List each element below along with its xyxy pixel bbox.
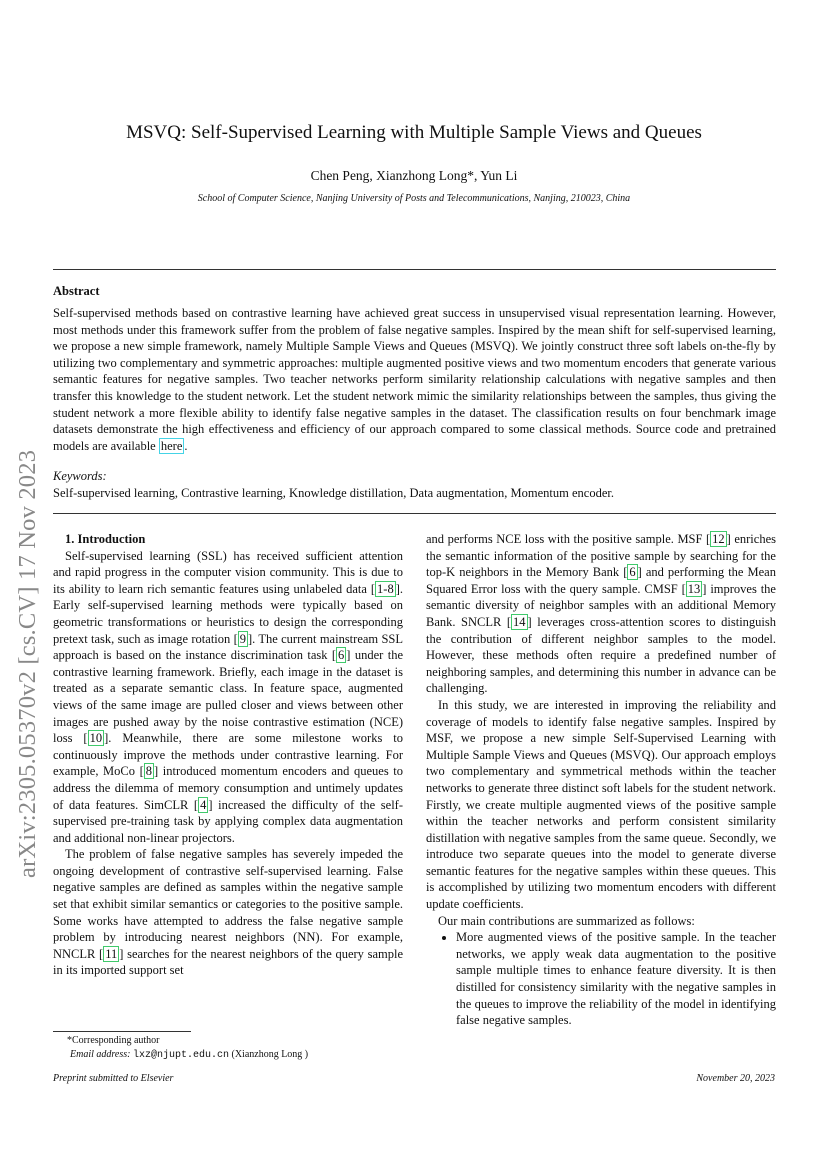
citation-link[interactable]: 6 (629, 565, 636, 580)
left-column (53, 531, 403, 979)
intro-paragraph-1: Self-supervised learning (SSL) has received sufficient attention and rapid progress in the computer vision community. This is due to its ability to learn rich semantic features using unlabeled data [ 1-8 ]. Early self-supervised learning methods were typically based on geometric transformations or heuristics to design the corresponding pretext task, such as image rotation [ 9 ]. The current mainstream SSL approach is based on the instance discrimination task [ 6 ] under the contrastive learning framework. Briefly, each image in the dataset is treated as a separate semantic class. In feature space, augmented views of the same image are pulled closer and views between other images are pushed away by the noise contrastive estimation (NCE) loss [ 10 ]. Meanwhile, there are some milestone works to continuously improve the methods under contrastive learning. For example, MoCo [ 8 ] introduced momentum encoders and queues to address the dilemma of memory consumption and untimely updates of data features. SimCLR [ 4 ] increased the difficulty of the self-supervised pre-training task by applying complex data augmentation and additional non-linear projectors. (53, 548, 403, 845)
citation-link[interactable]: 10 (89, 731, 103, 746)
abstract-end: . (184, 438, 188, 453)
citation-link[interactable]: 6 (338, 648, 345, 663)
abstract-text (53, 305, 776, 454)
footnote-email (70, 1049, 308, 1061)
affiliation: School of Computer Science, Nanjing University of Posts and Telecommunications, Nanjing, 210023, China (197, 193, 631, 204)
intro-paragraph-4: In this study, we are interested in improving the reliability and coverage of models to identify false negative samples. Inspired by MSF, we propose a new simple Self-Supervised Learning with Multiple Sample Views and Queues (MSVQ). Our approach employs two complementary and symmetrical methods within the teacher networks to generate three distinct soft labels for the student network. Firstly, we create multiple augmented views of the positive sample within the teacher networks and perform consistent similarity distillation with negative samples from the same queue. Secondly, we introduce two separate queues into the model to generate diverse semantic features for the negative samples within these queues. This is accomplished by utilizing two momentum encoders with different update coefficients. (426, 697, 776, 912)
authors: Chen Peng, Xianzhong Long*, Yun Li (310, 168, 518, 183)
intro-paragraph-5: Our main contributions are summarized as follows: (438, 913, 695, 928)
email-owner: (Xianzhong Long ) (231, 1049, 309, 1060)
right-column (426, 531, 776, 1029)
footer-journal: Preprint submitted to Elsevier (53, 1073, 174, 1084)
keywords-label: Keywords: (53, 469, 107, 483)
top-rule (53, 269, 776, 270)
email-address: lxz@njupt.edu.cn (132, 1050, 229, 1061)
keywords-text: Self-supervised learning, Contrastive learning, Knowledge distillation, Data augmentation, Momentum encoder. (53, 486, 614, 500)
list-item: • More augmented views of the positive sample. In the teacher networks, we apply weak data augmentation to the positive sample multiple times to enhance feature diversity. It is then distilled for consistency similarity with the negative samples in the queues to improve the reliability of the model in identifying false negative samples. (456, 929, 776, 1029)
citation-link[interactable]: 11 (105, 946, 118, 961)
intro-paragraph-3: and performs NCE loss with the positive sample. MSF [ 12 ] enriches the semantic information of the positive sample by searching for the top-K neighbors in the Memory Bank [ 6 ] and performing the Mean Squared Error loss with the query sample. CMSF [ 13 ] improves the semantic diversity of neighbor samples with an additional Memory Bank. SNCLR [ 14 ] leverages cross-attention scores to distinguish the contribution of different neighbor samples to the model. However, these methods often require a predefined number of neighboring samples, and determining this number in advance can be challenging. (426, 532, 777, 696)
citation-link[interactable]: 12 (712, 532, 725, 546)
citation-link[interactable]: 14 (513, 614, 526, 629)
abstract-body: Self-supervised methods based on contrastive learning have achieved great success in unsupervised visual representation learning. However, most methods under this framework suffer from the problem of false negative samples. Inspired by the mean shift for self-supervised learning, we propose a new simple framework, namely Multiple Sample Views and Queues (MSVQ). We jointly construct three soft labels on-the-fly by utilizing two complementary and symmetric approaches: multiple augmented positive views and two momentum encoders that generate various semantic features for negative samples. Two teacher networks perform similarity relationship calculations with negative samples and then transfer this knowledge to the student network. Let the student network mimic the similarity relationships between the samples, thus giving the student network a more flexible ability to identify false negative samples in the dataset. The classification results on four benchmark image datasets demonstrate the high effectiveness and efficiency of our approach compared to some classical methods. Source code and pretrained models are available (53, 306, 776, 453)
citation-link[interactable]: 9 (239, 631, 246, 646)
footnote-corresponding: *Corresponding author (67, 1035, 160, 1046)
arxiv-identifier: arXiv:2305.05370v2 [cs.CV] 17 Nov 2023 (14, 449, 41, 878)
citation-link[interactable]: 8 (145, 764, 153, 779)
section-heading: 1. Introduction (65, 532, 146, 546)
citation-link[interactable]: 13 (687, 581, 701, 596)
abstract-heading: Abstract (53, 284, 100, 298)
citation-link[interactable]: 1-8 (377, 581, 394, 596)
footnote-rule (53, 1031, 191, 1032)
footer-date: November 20, 2023 (696, 1073, 775, 1084)
intro-paragraph-2: The problem of false negative samples has severely impeded the ongoing development of contrastive self-supervised learning. False negative samples are defined as samples within the negative sample set that exhibit similar semantics or categories to the positive sample. Some works have attempted to address the false negative sample problem by introducing nearest neighbors (NN). For example, NNCLR [ 11 ] searches for the nearest neighbors of the query sample in its imported support set (53, 847, 403, 978)
contributions-list (426, 929, 776, 1029)
paper-title: MSVQ: Self-Supervised Learning with Multiple Sample Views and Queues (126, 122, 702, 143)
email-label: Email address: (70, 1049, 131, 1060)
citation-link[interactable]: 4 (200, 797, 207, 812)
keywords-rule (53, 513, 776, 514)
source-code-link[interactable]: here (160, 438, 183, 453)
